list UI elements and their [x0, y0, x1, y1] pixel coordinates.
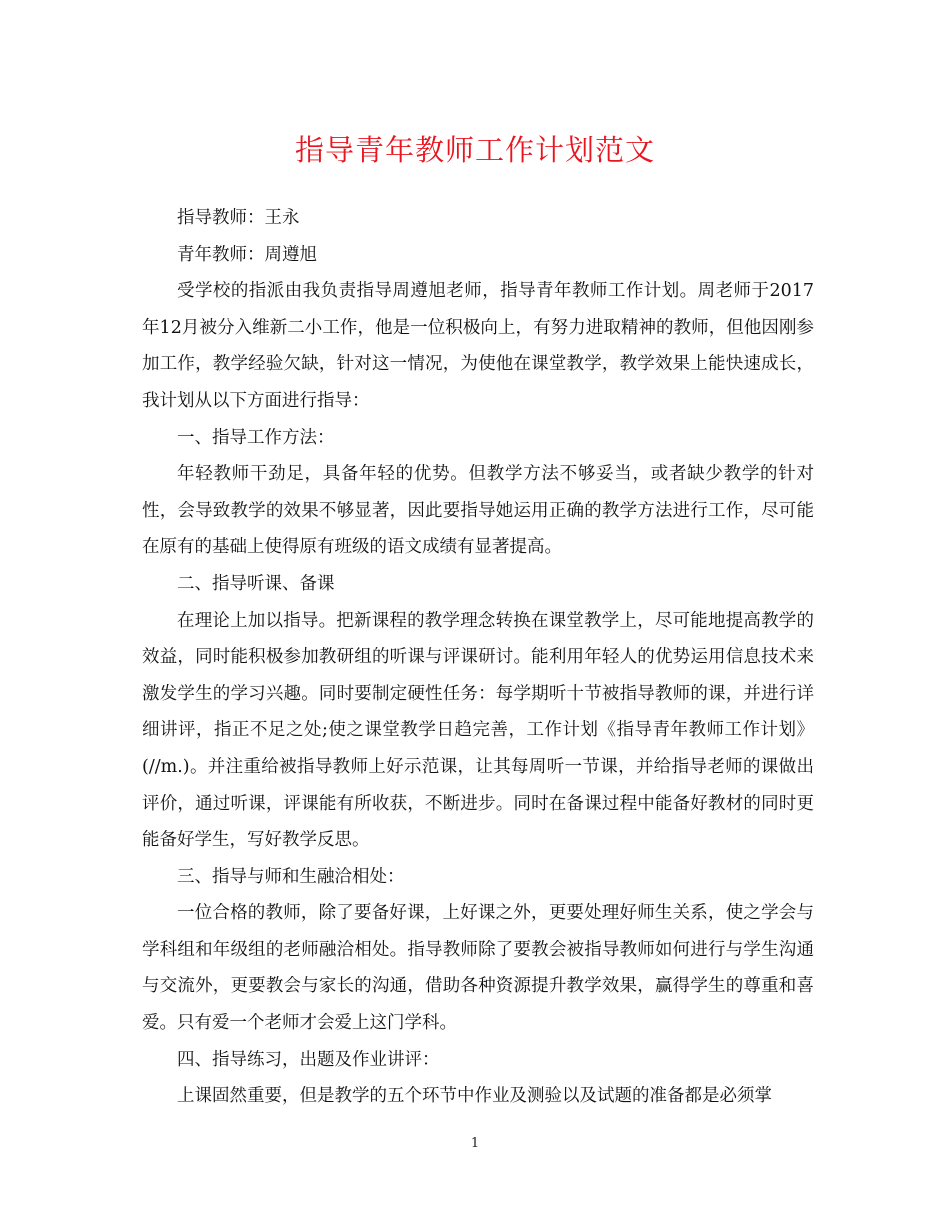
section-paragraph-2: 在理论上加以指导。把新课程的教学理念转换在课堂教学上，尽可能地提高教学的效益，同时能积极参加教研组的听课与评课研讨。能利用年轻人的优势运用信息技术来激发学生的学习兴趣。同时要制定硬性任务：每学期听十节被指导教师的课，并进行详细讲评，指正不足之处;使之课堂教学日趋完善，工作计划《指导青年教师工作计划》(//m.)。并注重给被指导教师上好示范课，让其每周听一节课，并给指导老师的课做出评价，通过听课，评课能有所收获，不断进步。同时在备课过程中能备好教材的同时更能备好学生，写好教学反思。: [142, 610, 814, 851]
page-number: 1: [470, 1136, 480, 1151]
section-heading-1: 一、指导工作方法：: [177, 427, 335, 448]
section-paragraph-1: 年轻教师干劲足，具备年轻的优势。但教学方法不够妥当，或者缺少教学的针对性，会导致教学的效果不够显著，因此要指导她运用正确的教学方法进行工作，尽可能在原有的基础上使得原有班级的语文成绩有显著提高。: [142, 464, 814, 558]
supervisor-line: 指导教师：王永: [177, 208, 300, 228]
section-paragraph-3: 一位合格的教师，除了要备好课，上好课之外，更要处理好师生关系，使之学会与学科组和年级组的老师融洽相处。指导教师除了要教会被指导教师如何进行与学生沟通与交流外，更要教会与家长的沟通，借助各种资源提升教学效果，赢得学生的尊重和喜爱。只有爱一个老师才会爱上这门学科。: [142, 903, 814, 1034]
document-title: 指导青年教师工作计划范文: [294, 133, 655, 167]
document-body: [142, 200, 814, 1115]
young-teacher-line: 青年教师：周遵旭: [177, 244, 317, 265]
section-heading-3: 三、指导与师和生融洽相处：: [177, 866, 405, 887]
intro-paragraph: 受学校的指派由我负责指导周遵旭老师，指导青年教师工作计划。周老师于2017年12月被分入维新二小工作，他是一位积极向上，有努力进取精神的教师，但他因刚参加工作，教学经验欠缺，针对这一情况，为使他在课堂教学，教学效果上能快速成长，我计划从以下方面进行指导：: [142, 281, 814, 411]
section-heading-4: 四、指导练习，出题及作业讲评：: [177, 1049, 440, 1070]
section-heading-2: 二、指导听课、备课: [177, 573, 335, 594]
section-paragraph-4: 上课固然重要，但是教学的五个环节中作业及测验以及试题的准备都是必须掌: [177, 1086, 772, 1107]
